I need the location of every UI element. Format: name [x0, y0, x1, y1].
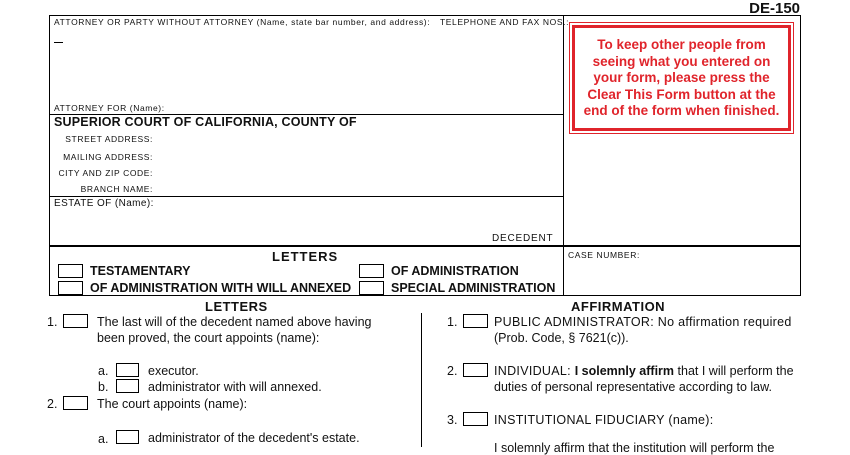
- letters-item2-label: The court appoints (name):: [97, 397, 248, 411]
- of-administration-label: OF ADMINISTRATION: [391, 264, 519, 278]
- will-annexed-admin-label: administrator with will annexed.: [148, 380, 322, 394]
- attorney-name-field[interactable]: [53, 31, 558, 101]
- affirmation-item3-cut-line: I solemnly affirm that the institution will perform the: [494, 441, 775, 455]
- executor-label: executor.: [148, 364, 199, 378]
- attorney-for-label: ATTORNEY FOR (Name):: [54, 103, 165, 113]
- special-administration-label: SPECIAL ADMINISTRATION: [391, 281, 556, 295]
- of-administration-checkbox[interactable]: [359, 264, 384, 278]
- affirmation-item2-num: 2.: [447, 364, 458, 378]
- administrator-checkbox[interactable]: [116, 430, 139, 444]
- affirmation-item1-line2: (Prob. Code, § 7621(c)).: [494, 331, 629, 345]
- executor-checkbox[interactable]: [116, 363, 139, 377]
- mailing-label: MAILING ADDRESS:: [63, 152, 153, 162]
- branch-label: BRANCH NAME:: [80, 184, 153, 194]
- institutional-fiduciary-checkbox[interactable]: [463, 412, 488, 426]
- header-divider: [563, 15, 564, 246]
- decedent-label: DECEDENT: [492, 233, 554, 244]
- individual-label: INDIVIDUAL:: [494, 364, 575, 378]
- special-administration-checkbox[interactable]: [359, 281, 384, 295]
- column-divider: [421, 313, 422, 447]
- institutional-fiduciary-label: INSTITUTIONAL FIDUCIARY (name):: [494, 413, 714, 427]
- public-administrator-checkbox[interactable]: [463, 314, 488, 328]
- letters-a2-label: a.: [98, 432, 109, 446]
- case-number-field[interactable]: [566, 262, 798, 293]
- will-annexed-admin-checkbox[interactable]: [116, 379, 139, 393]
- letters-item1-checkbox[interactable]: [63, 314, 88, 328]
- will-annexed-checkbox[interactable]: [58, 281, 83, 295]
- court-title: SUPERIOR COURT OF CALIFORNIA, COUNTY OF: [54, 115, 357, 129]
- affirmation-item1-num: 1.: [447, 315, 458, 329]
- letters-item1-num: 1.: [47, 315, 58, 329]
- letters-item1-line2: been proved, the court appoints (name):: [97, 331, 320, 345]
- form-id: DE-150: [749, 0, 800, 17]
- administrator-label: administrator of the decedent's estate.: [148, 431, 360, 445]
- letters-a-label: a.: [98, 364, 109, 378]
- estate-label: ESTATE OF (Name):: [54, 198, 154, 209]
- affirmation-heading: AFFIRMATION: [571, 299, 666, 314]
- attorney-label: ATTORNEY OR PARTY WITHOUT ATTORNEY (Name, state bar number, and address):: [54, 17, 431, 27]
- estate-line: [49, 196, 564, 197]
- privacy-notice: To keep other people from seeing what you entered on your form, please press the Clear This Form button at the end of the form when finished.: [572, 25, 791, 131]
- solemnly-affirm-text: I solemnly affirm: [574, 364, 675, 378]
- city-label: CITY AND ZIP CODE:: [58, 168, 153, 178]
- case-number-label: CASE NUMBER:: [568, 250, 640, 260]
- affirmation-item2-line2: duties of personal representative according to law.: [494, 380, 772, 394]
- phone-label: TELEPHONE AND FAX NOS.:: [440, 17, 570, 27]
- testamentary-label: TESTAMENTARY: [90, 264, 191, 278]
- letters-b-label: b.: [98, 380, 109, 394]
- affirmation-item3-num: 3.: [447, 413, 458, 427]
- letters-item2-checkbox[interactable]: [63, 396, 88, 410]
- title-divider: [563, 246, 564, 296]
- letters-item1-line1: The last will of the decedent named above having: [97, 315, 372, 329]
- letters-title: LETTERS: [272, 249, 339, 264]
- affirmation-item1-line1: PUBLIC ADMINISTRATOR: No affirmation required: [494, 315, 792, 329]
- letters-item2-num: 2.: [47, 397, 58, 411]
- individual-rest: that I will perform the: [674, 364, 794, 378]
- affirmation-item2-line1: [494, 364, 794, 378]
- testamentary-checkbox[interactable]: [58, 264, 83, 278]
- street-label: STREET ADDRESS:: [65, 134, 153, 144]
- text-cursor: [54, 42, 63, 43]
- letters-heading: LETTERS: [205, 299, 268, 314]
- will-annexed-label: OF ADMINISTRATION WITH WILL ANNEXED: [90, 281, 352, 295]
- individual-checkbox[interactable]: [463, 363, 488, 377]
